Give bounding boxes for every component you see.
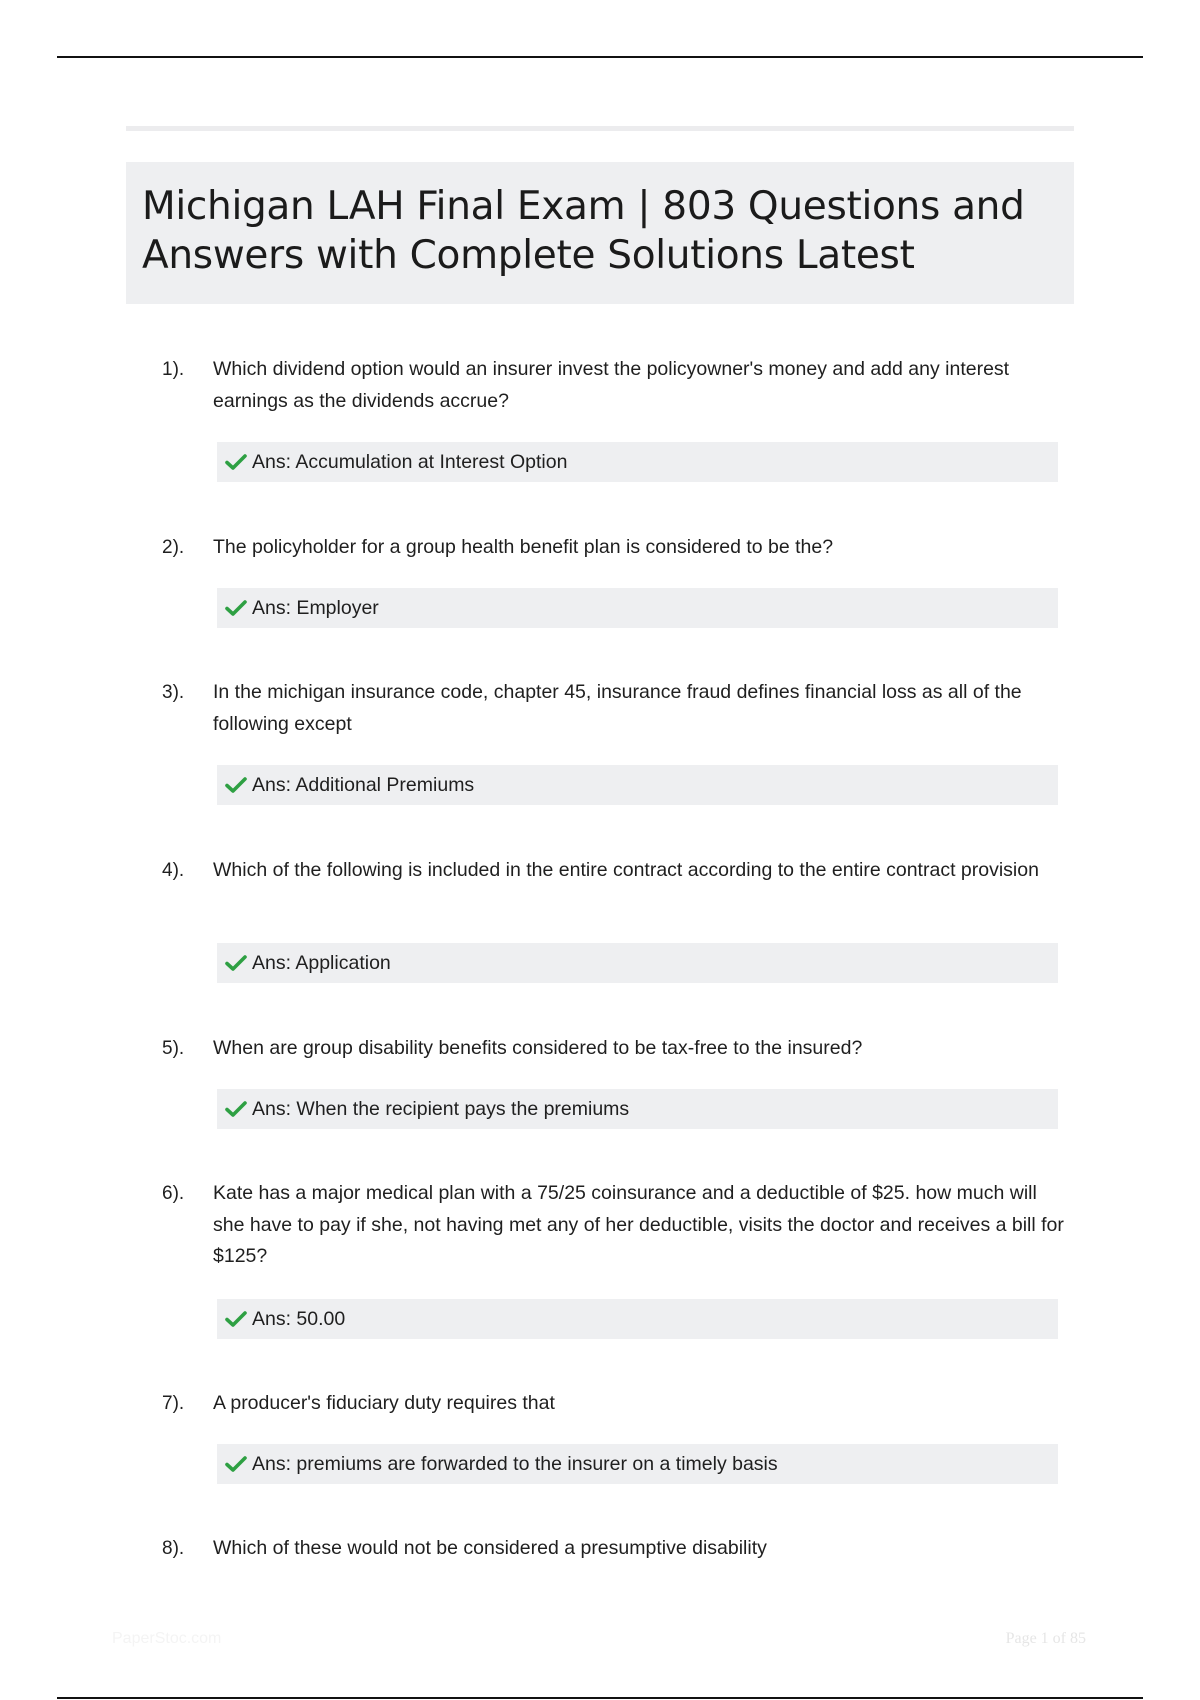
- header-divider: [126, 126, 1074, 131]
- question-text: Which of the following is included in the entire contract according to the entire contract provision: [213, 859, 1039, 881]
- answer-box: [217, 588, 1058, 628]
- answer-text: Ans: Additional Premiums: [252, 773, 475, 796]
- check-icon: [225, 776, 247, 794]
- question-text: Kate has a major medical plan with a 75/25 coinsurance and a deductible of $25. how much will she have to pay if she, not having met any of her deductible, visits the doctor and receives a bill for $125?: [213, 1182, 1064, 1267]
- answer-box: [217, 442, 1058, 482]
- answer-box: [217, 1299, 1058, 1339]
- bottom-rule: [57, 1697, 1143, 1699]
- question-number: 5).: [162, 1038, 185, 1059]
- answer-box: [217, 765, 1058, 805]
- question-number: 2).: [162, 537, 185, 558]
- answer-text: Ans: Application: [252, 951, 391, 974]
- check-icon: [225, 453, 247, 471]
- question-text: In the michigan insurance code, chapter 45, insurance fraud defines financial loss as all of the following except: [213, 681, 1022, 735]
- question-number: 3).: [162, 682, 185, 703]
- top-rule: [57, 56, 1143, 58]
- answer-text: Ans: Employer: [252, 596, 379, 619]
- answer-box: [217, 1444, 1058, 1484]
- answer-text: Ans: premiums are forwarded to the insurer on a timely basis: [252, 1452, 778, 1475]
- answer-box: [217, 1089, 1058, 1129]
- answer-text: Ans: When the recipient pays the premiums: [252, 1097, 630, 1120]
- check-icon: [225, 1455, 247, 1473]
- question-number: 6).: [162, 1183, 185, 1204]
- check-icon: [225, 1100, 247, 1118]
- question-number: 7).: [162, 1393, 185, 1414]
- question-number: 4).: [162, 860, 185, 881]
- page-number: Page 1 of 85: [1005, 1630, 1086, 1647]
- watermark: PaperStoc.com: [112, 1630, 222, 1647]
- check-icon: [225, 1310, 247, 1328]
- question-text: Which of these would not be considered a presumptive disability: [213, 1537, 767, 1559]
- question-text: When are group disability benefits considered to be tax-free to the insured?: [213, 1037, 863, 1059]
- check-icon: [225, 599, 247, 617]
- question-number: 1).: [162, 359, 185, 380]
- question-text: Which dividend option would an insurer invest the policyowner's money and add any interest earnings as the dividends accrue?: [213, 358, 1010, 412]
- check-icon: [225, 954, 247, 972]
- document-title: Michigan LAH Final Exam | 803 Questions and Answers with Complete Solutions Latest: [142, 184, 1025, 278]
- answer-text: Ans: 50.00: [252, 1307, 346, 1330]
- title-box: [126, 162, 1074, 304]
- question-text: A producer's fiduciary duty requires that: [213, 1392, 555, 1414]
- question-text: The policyholder for a group health benefit plan is considered to be the?: [213, 536, 834, 558]
- answer-text: Ans: Accumulation at Interest Option: [252, 450, 568, 473]
- question-number: 8).: [162, 1538, 185, 1559]
- answer-box: [217, 943, 1058, 983]
